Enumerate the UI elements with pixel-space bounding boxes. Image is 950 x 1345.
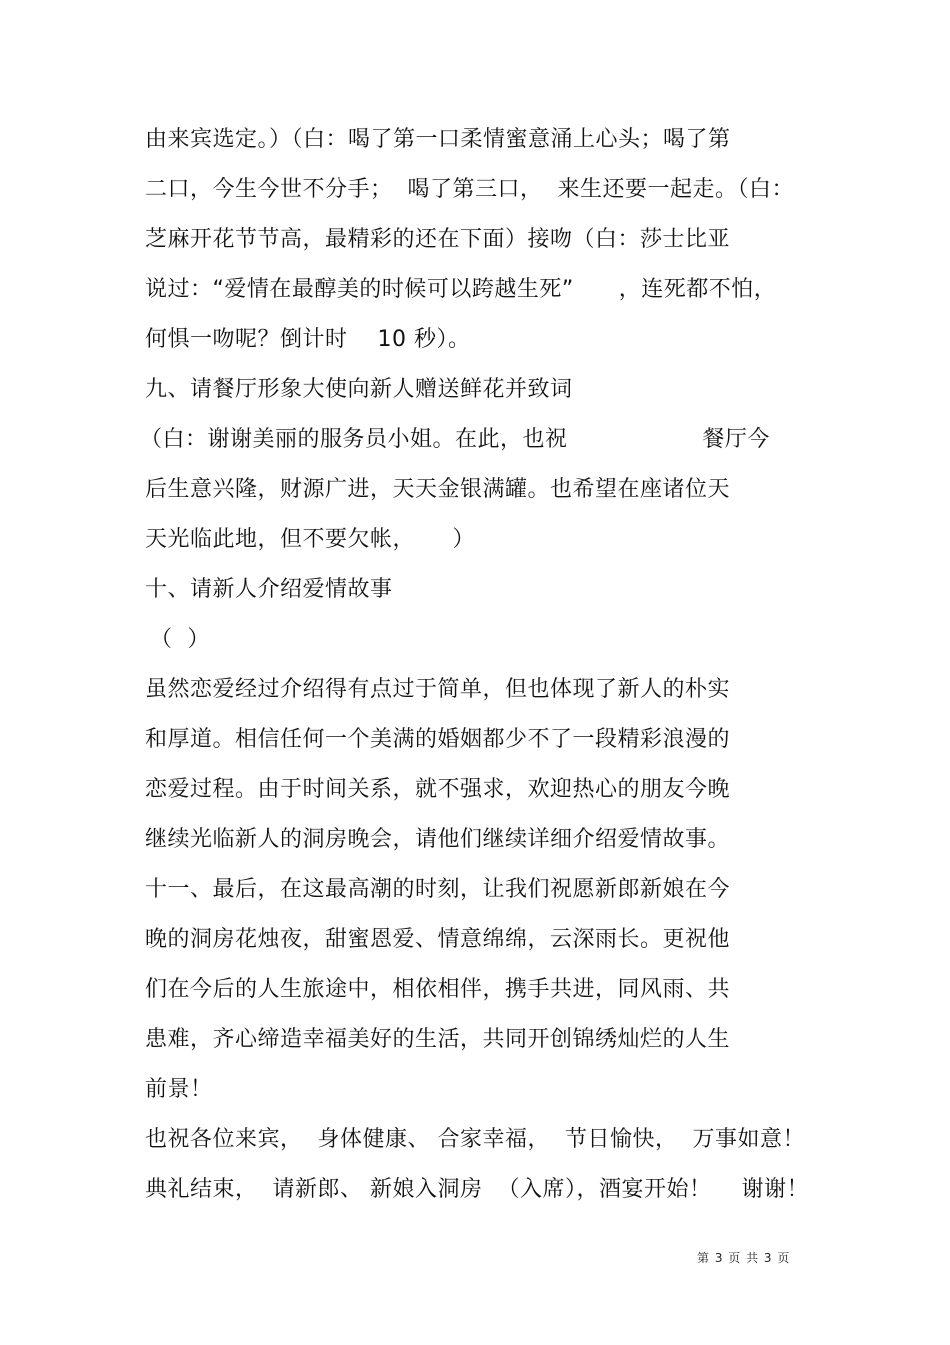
text-line: 患难，齐心缔造幸福美好的生活，共同开创锦绣灿烂的人生 xyxy=(145,1027,731,1052)
text-line: 恋爱过程。由于时间关系，就不强求，欢迎热心的朋友今晚 xyxy=(145,777,731,802)
text-line: 天光临此地，但不要欠帐， ） xyxy=(145,527,475,552)
text-line: 芝麻开花节节高，最精彩的还在下面）接吻（白：莎士比亚 xyxy=(145,227,731,252)
page-number-footer: 第 3 页 共 3 页 xyxy=(697,1251,791,1265)
text-line: 继续光临新人的洞房晚会，请他们继续详细介绍爱情故事。 xyxy=(145,827,731,852)
section-heading: 九、请餐厅形象大使向新人赠送鲜花并致词 xyxy=(145,377,573,402)
text-line: 二口，今生今世不分手； 喝了第三口， 来生还要一起走。（白： xyxy=(145,177,794,202)
text-line: 典礼结束， 请新郎、 新娘入洞房 （入席），酒宴开始！ 谢谢！ xyxy=(145,1177,809,1202)
text-line: 由来宾选定。）（白：喝了第一口柔情蜜意涌上心头；喝了第 xyxy=(145,127,731,152)
text-line: 们在今后的人生旅途中，相依相伴，携手共进，同风雨、共 xyxy=(145,977,731,1002)
text-line: 和厚道。相信任何一个美满的婚姻都少不了一段精彩浪漫的 xyxy=(145,727,731,752)
section-heading: 十一、最后，在这最高潮的时刻，让我们祝愿新郎新娘在今 xyxy=(145,877,731,902)
text-line: 晚的洞房花烛夜，甜蜜恩爱、情意绵绵，云深雨长。更祝他 xyxy=(145,927,731,952)
text-line: 也祝各位来宾， 身体健康、 合家幸福， 节日愉快， 万事如意！ xyxy=(145,1127,805,1152)
text-line: 何惧一吻呢？倒计时 10 秒）。 xyxy=(145,327,471,352)
text-line: （白：谢谢美丽的服务员小姐。在此，也祝 餐厅今 xyxy=(140,427,770,452)
text-line: 后生意兴隆，财源广进，天天金银满罐。也希望在座诸位天 xyxy=(145,477,731,502)
text-line: 前景！ xyxy=(145,1077,213,1102)
section-heading: 十、请新人介绍爱情故事 xyxy=(145,577,393,602)
text-line: 说过：“爱情在最醇美的时候可以跨越生死” ，连死都不怕， xyxy=(145,277,777,302)
text-line: 虽然恋爱经过介绍得有点过于简单，但也体现了新人的朴实 xyxy=(145,677,731,702)
text-line: （ ） xyxy=(150,627,210,652)
